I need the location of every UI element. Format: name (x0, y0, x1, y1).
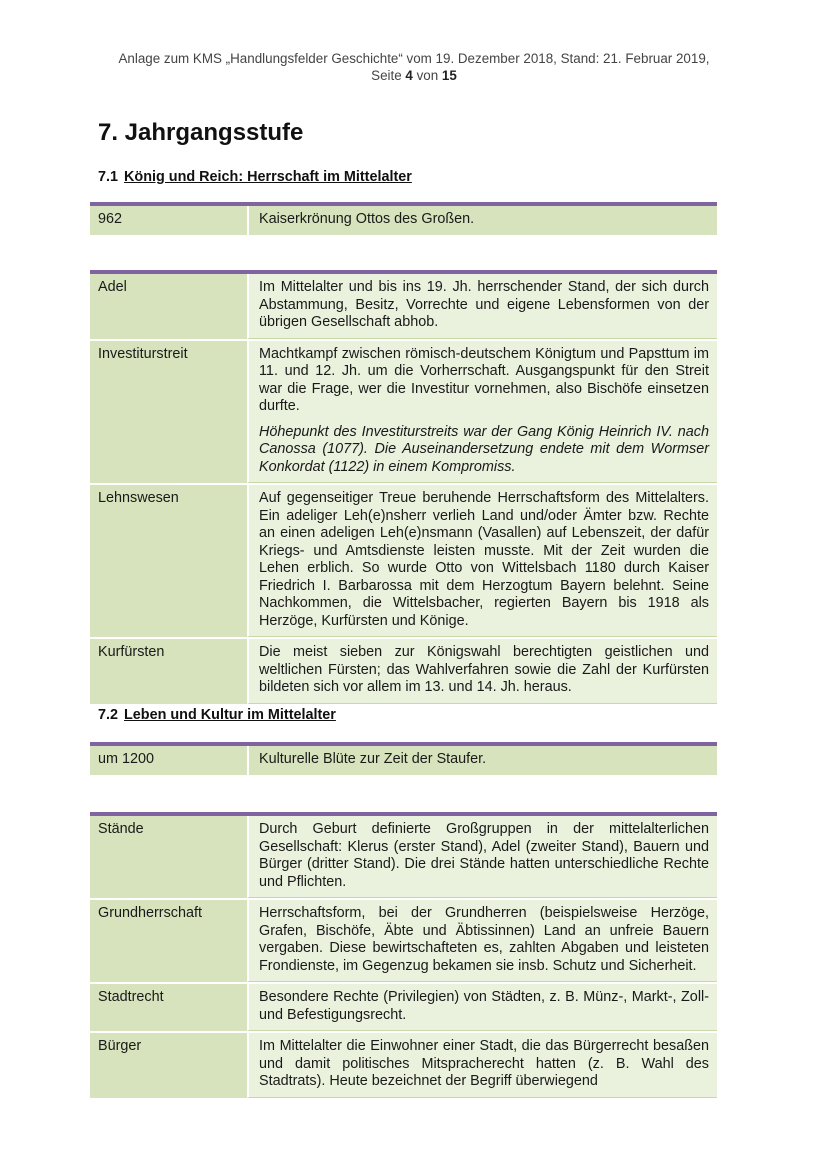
table-row (90, 1031, 717, 1098)
term-cell: Bürger (90, 1033, 247, 1098)
section-heading-7-2: 7.2 Leben und Kultur im Mittelalter (98, 707, 336, 723)
definition-note: Höhepunkt des Investiturstreits war der Gang König Heinrich IV. nach Canossa (1077). Die Auseinandersetzung endete mit dem Wormser Konkordat (1122) in einem Kompromiss. (259, 423, 709, 475)
definition-cell: Besondere Rechte (Privilegien) von Städten, z. B. Münz-, Markt-, Zoll- und Befestigungsrecht. (247, 984, 717, 1031)
section-heading-7-1: 7.1 König und Reich: Herrschaft im Mittelalter (98, 169, 412, 185)
date-cell: um 1200 (90, 746, 247, 775)
term-cell: Adel (90, 274, 247, 339)
table-row (90, 816, 717, 898)
definition-cell: Im Mittelalter und bis ins 19. Jh. herrschender Stand, der sich durch Abstammung, Besitz, Vorrechte und eigene Lebensformen von der übrigen Gesellschaft abhob. (247, 274, 717, 339)
glossary-table-7-2 (90, 812, 717, 1098)
term-cell: Grundherrschaft (90, 900, 247, 982)
term-cell: Kurfürsten (90, 639, 247, 704)
table-row (90, 898, 717, 982)
page-header (0, 50, 828, 84)
table-row (90, 339, 717, 484)
table-row (90, 274, 717, 339)
page-title: 7. Jahrgangsstufe (98, 119, 304, 146)
term-cell: Stände (90, 816, 247, 898)
glossary-table-7-1 (90, 270, 717, 704)
term-cell: Stadtrecht (90, 984, 247, 1031)
term-cell: Lehnswesen (90, 485, 247, 637)
table-row (90, 206, 717, 235)
date-cell: 962 (90, 206, 247, 235)
event-cell: Kulturelle Blüte zur Zeit der Staufer. (247, 746, 717, 775)
definition-cell: Durch Geburt definierte Großgruppen in der mittelalterlichen Gesellschaft: Klerus (erster Stand), Adel (zweiter Stand), Bauern und Bürger (dritter Stand). Die drei Stände hatten unterschiedliche Rechte und Pflichten. (247, 816, 717, 898)
table-row (90, 637, 717, 704)
term-cell: Investiturstreit (90, 341, 247, 484)
definition-cell: Herrschaftsform, bei der Grundherren (beispielsweise Herzöge, Grafen, Bischöfe, Äbte und Äbtissinnen) Land an unfreie Bauern vergaben. Diese bewirtschafteten es, zahlten Abgaben und leisteten Frondienste, im Gegenzug bekamen sie insb. Schutz und Sicherheit. (247, 900, 717, 982)
definition-cell: Im Mittelalter die Einwohner einer Stadt, die das Bürgerrecht besaßen und damit politisches Mitspracherecht hatten (z. B. Wahl des Stadtrats). Heute bezeichnet der Begriff überwiegend (247, 1033, 717, 1098)
definition-cell: Auf gegenseitiger Treue beruhende Herrschaftsform des Mittelalters. Ein adeliger Leh(e)nsherr verlieh Land und/oder Ämter bzw. Rechte an einen adeligen Leh(e)nsmann (Vasallen) auf Lebenszeit, der dafür Kriegs- und Amtsdienste leisten musste. Mit der Zeit wurden die Lehen erblich. So wurde Otto von Wittelsbach 1180 durch Kaiser Friedrich I. Barbarossa mit dem Herzogtum Bayern belehnt. Seine Nachkommen, die Wittelsbacher, regierten Bayern bis 1918 als Herzöge, Kurfürsten und Könige. (247, 485, 717, 637)
table-row (90, 746, 717, 775)
page-number: Seite 4 von 15 (371, 68, 457, 83)
date-table-7-1 (90, 202, 717, 235)
header-line: Anlage zum KMS „Handlungsfelder Geschichte“ vom 19. Dezember 2018, Stand: 21. Februar 2019, (118, 51, 710, 66)
date-table-7-2 (90, 742, 717, 775)
table-row (90, 982, 717, 1031)
event-cell: Kaiserkrönung Ottos des Großen. (247, 206, 717, 235)
definition-cell: Die meist sieben zur Königswahl berechtigten geistlichen und weltlichen Fürsten; das Wahlverfahren sowie die Zahl der Kurfürsten bildeten sich vor allem im 13. und 14. Jh. heraus. (247, 639, 717, 704)
table-row (90, 483, 717, 637)
definition-cell: Machtkampf zwischen römisch-deutschem Königtum und Papsttum im 11. und 12. Jh. um die Vorherrschaft. Ausgangspunkt für den Streit war die Frage, wer die Investitur vornehmen, also Bischöfe einsetzen durfte. Höhepunkt des Investiturstreits war der Gang König Heinrich IV. nach Canossa (1077). Die Auseinandersetzung endete mit dem Wormser Konkordat (1122) in einem Kompromiss. (247, 341, 717, 484)
